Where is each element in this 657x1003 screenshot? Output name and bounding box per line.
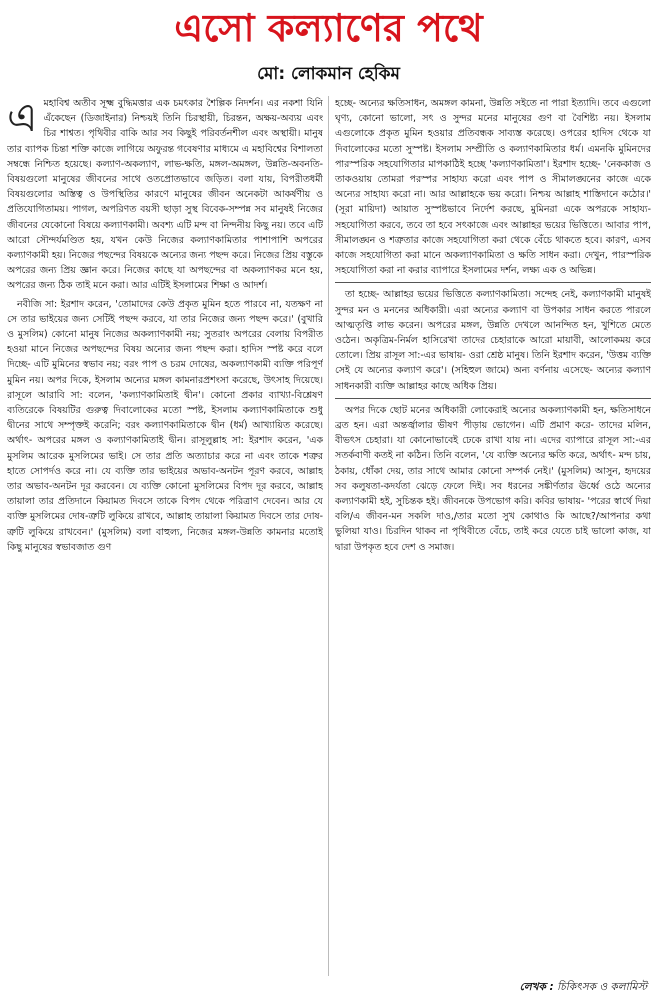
- section-separator: [335, 282, 651, 283]
- body-paragraph: অপর দিকে ছোট মনের অধিকারী লোকেরাই অন্যের অকল্যাণকামী হন, ক্ষতিসাধনে ব্রত হন। এরা অন্তর্জ্বালার ভীষণ পীড়ায় ভোগেন। এটি প্রমাণ করে- তাদের মলিন, বীভৎস চেহারা। যা কোনোভাবেই ঢেকে রাখা যায় না। এদের ব্যাপারে রাসূল সা:-এর সতর্কবাণী কতই না কঠিন। তিনি বলেন, 'যে ব্যক্তি অন্যের ক্ষতি করে, অর্থাৎ- মন্দ চায়, ঠকায়, ধোঁকা দেয়, তার সাথে আমার কোনো সম্পর্ক নেই।' (মুসলিম) আসুন, হৃদয়ের সব কলুষতা-কদর্যতা ঝেড়ে ফেলে দিই। সব ধরনের সঙ্কীর্ণতার ঊর্ধ্বে ওঠে অন্যের কল্যাণকামী হই, সুচিন্তক হই। জীবনকে উপভোগ করি। কবির ভাষায়- 'পরের স্বার্থে দিয়া বলি/এ জীবন-মন সকলি দাও,/তার মতো সুখ কোথাও কি আছে?/আপনার কথা ভুলিয়া যাও। চিরদিন থাকব না পৃথিবীতে বেঁচে, তাই করে যেতে চাই ভালো কাজ, যা দ্বারা উপকৃত হবে দেশ ও সমাজ।: [335, 404, 651, 553]
- body-paragraph: হচ্ছে- অন্যের ক্ষতিসাধন, অমঙ্গল কামনা, উন্নতি সইতে না পারা ইত্যাদি। তবে এগুলো ঘৃণ্য, কোনো ভালো, সৎ ও সুন্দর মনের মানুষের গুণ বা বৈশিষ্ট্য নয়। ইসলাম এগুলোকে প্রকৃত মুমিন হওয়ার প্রতিবন্ধক সাব্যস্ত করেছে। ওপরের হাদিস থেকে যা দিবালোকের মতো সুস্পষ্ট। ইসলাম সম্প্রীতি ও কল্যাণকামিতার ধর্ম। এমনকি মুমিনদের পারস্পরিক সহযোগিতার মাপকাঠিই হচ্ছে 'কল্যাণকামিতা'। ইরশাদ হচ্ছে- 'নেককাজ ও তাকওয়ায় তোমরা পরস্পর সাহায্য করো এবং পাপ ও সীমালঙ্ঘনের কাজে একে অন্যের সাহায্য করো না। আর আল্লাহকে ভয় করো। নিশ্চয় আল্লাহ শাস্তিদানে কঠোর।' (সূরা মায়িদা) আয়াত সুস্পষ্টভাবে নির্দেশ করছে, মুমিনরা একে অপরকে সাহায্য-সহযোগিতা করবে, তবে তা হবে সৎকাজে এবং আল্লাহর ভয়ের ভিত্তিতে। আবার পাপ, সীমালঙ্ঘন ও শত্রুতার কাজে সহযোগিতা করা থেকে বেঁচে থাকতে হবে। কারণ, এসব কাজে সহযোগিতা করা মানে অকল্যাণকামিতা ও ক্ষতি সাধন করা। দেখুন, পারস্পরিক সহযোগিতা করা না করার ব্যাপারে ইসলামের দর্শন, লক্ষ্য এক ও অভিন্ন।: [335, 98, 651, 277]
- author-description: চিকিৎসক ও কলামিস্ট: [557, 981, 647, 993]
- right-column: [335, 96, 651, 976]
- column-divider: [328, 96, 329, 976]
- body-paragraph: তা হচ্ছে- আল্লাহর ভয়ের ভিত্তিতে কল্যাণকামিতা। সন্দেহ নেই, কল্যাণকামী মানুষই সুন্দর মন ও মননের অধিকারী। এরা অন্যের কল্যাণ বা উপকার সাধন করতে পারলে আত্মতৃপ্তি লাভ করেন। অপরের মঙ্গল, উন্নতি দেখলে আনন্দিত হন, খুশিতে মেতে ওঠেন। অকৃত্রিম-নির্মল হাসিরেখা তাদের চেহারাকে আরো মায়াবী, আলোকময় করে তোলে। প্রিয় রাসূল সা:-এর ভাষায়- ওরা শ্রেষ্ঠ মানুষ। তিনি ইরশাদ করেন, 'উত্তম ব্যক্তি সেই যে অন্যের কল্যাণ করে'। (সহিহুল জামে) অন্য বর্ণনায় এসেছে- অন্যের কল্যাণ সাধনকারী ব্যক্তি আল্লাহর কাছে অধিক প্রিয়।: [335, 289, 651, 392]
- article-byline: মো: লোকমান হেকিম: [257, 64, 400, 84]
- body-paragraph: মহাবিশ্ব অতীব সূক্ষ্ম বুদ্ধিমত্তার এক চমৎকার শৈল্পিক নিদর্শন। এর নকশা যিনি এঁকেছেন (ডিজাইনার) নিশ্চয়ই তিনি চিরস্থায়ী, চিরন্তন, অক্ষয়-অব্যয় এবং চির শাশ্বত। পৃথিবীর বাকি আর সব কিছুই পরিবর্তনশীল এবং অস্থায়ী। মানুষ তার ব্যাপক চিন্তা শক্তি কাজে লাগিয়ে অফুরন্ত গবেষণার মাধ্যমে এ মহাবিশ্বের বিশালতা সম্বন্ধে নিশ্চিত হয়েছে। কল্যাণ-অকল্যাণ, লাভ-ক্ষতি, মঙ্গল-অমঙ্গল, উন্নতি-অবনতি- বিষয়গুলো মানুষের জীবনের সাথে ওতপ্রোতভাবে জড়িত। বলা যায়, বিপরীতধর্মী বিষয়গুলোর অস্তিত্ব ও উপস্থিতির কারণে মানুষের জীবন অনেকটা আকর্ষণীয় ও প্রতিযোগিতাময়। পাগল, অপরিণত বয়সী ছাড়া সুস্থ বিবেক-সম্পন্ন সব মানুষই নিজের জীবনের যেকোনো বিষয়ে কল্যাণকামী। অবশ্য এটি মন্দ বা নিন্দনীয় কিছু নয়। তবে এটি আরো সৌন্দর্যমণ্ডিত হয়, যখন কেউ নিজের কল্যাণকামিতার পাশাপাশি অপরের কল্যাণকামী হয়। নিজের পছন্দের বিষয়কে অন্যের জন্য পছন্দ করে। নিজের প্রিয় বস্তুকে অপরের জন্য প্রিয় জ্ঞান করে। নিজের কাছে যা অপছন্দের বা অকল্যাণকর মনে হয়, অপরের জন্য ঠিক তাই মনে করা। আর এটিই ইসলামের শিক্ষা ও আদর্শ।: [7, 98, 323, 292]
- author-label: লেখক :: [519, 981, 554, 993]
- left-column: [7, 96, 323, 976]
- drop-cap: এ: [7, 96, 38, 141]
- body-paragraph: নবীজি সা: ইরশাদ করেন, 'তোমাদের কেউ প্রকৃত মুমিন হতে পারবে না, যতক্ষণ না সে তার ভাইয়ের জন্য সেটিই পছন্দ করবে, যা তার নিজের জন্য পছন্দ করে।' (বুখারি ও মুসলিম) কোনো মানুষ নিজের অকল্যাণকামী নয়; সুতরাং অপরের বেলায় বিপরীত হওয়া মানে নিজের অপছন্দের বিষয় অন্যের জন্য পছন্দ করা। হাদিস স্পষ্ট করে বলে দিচ্ছে- এটি মুমিনের স্বভাব নয়; বরং পাপ ও চরম দোষের, অকল্যাণকামী ব্যক্তি পরিপূর্ণ মুমিন নয়। অপর দিকে, ইসলাম অন্যের মঙ্গল কামনারপ্রশংসা করেছে, উৎসাহ দিয়েছে। রাসূলে আরাবি সা: বলেন, 'কল্যাণকামিতাই দ্বীন'। কোনো প্রকার ব্যাখ্যা-বিশ্লেষণ ব্যতিরেকে বিষয়টির গুরুত্ব দিবালোকের মতো স্পষ্ট, ইসলাম কল্যাণকামিতাকে শুধু দ্বীনের সাথে সম্পৃক্তই করেনি; বরং কল্যাণকামিতাকে দ্বীন (ধর্ম) আখ্যায়িত করেছে। অর্থাৎ- অপরের মঙ্গল ও কল্যাণকামিতাই দ্বীন। রাসূলুল্লাহ সা: ইরশাদ করেন, 'এক মুসলিম আরেক মুসলিমের ভাই। সে তার প্রতি অত্যাচার করে না এবং তাকে শত্রুর হাতে সোপর্দও করে না। যে ব্যক্তি তার ভাইয়ের অভাব-অনটন পূরণ করবে, আল্লাহ তার অভাব-অনটন দূর করবেন। যে ব্যক্তি কোনো মুসলিমের বিপদ দূর করবে, আল্লাহ তায়ালা তার প্রতিদানে কিয়ামত দিবসে তাকে বিপদ থেকে পরিত্রাণ দেবেন। আর যে ব্যক্তি মুসলিমের দোষ-ত্রুটি লুকিয়ে রাখবে, আল্লাহ তায়ালা কিয়ামত দিবসে তার দোষ-ত্রুটি লুকিয়ে রাখবেন।' (মুসলিম) বলা বাহুল্য, নিজের মঙ্গল-উন্নতি কামনার মতোই কিছু মানুষের স্বভাবজাত গুণ: [7, 298, 323, 553]
- article-headline: এসো কল্যাণের পথে: [174, 6, 483, 50]
- section-separator: [335, 398, 651, 399]
- author-credit: [520, 978, 647, 996]
